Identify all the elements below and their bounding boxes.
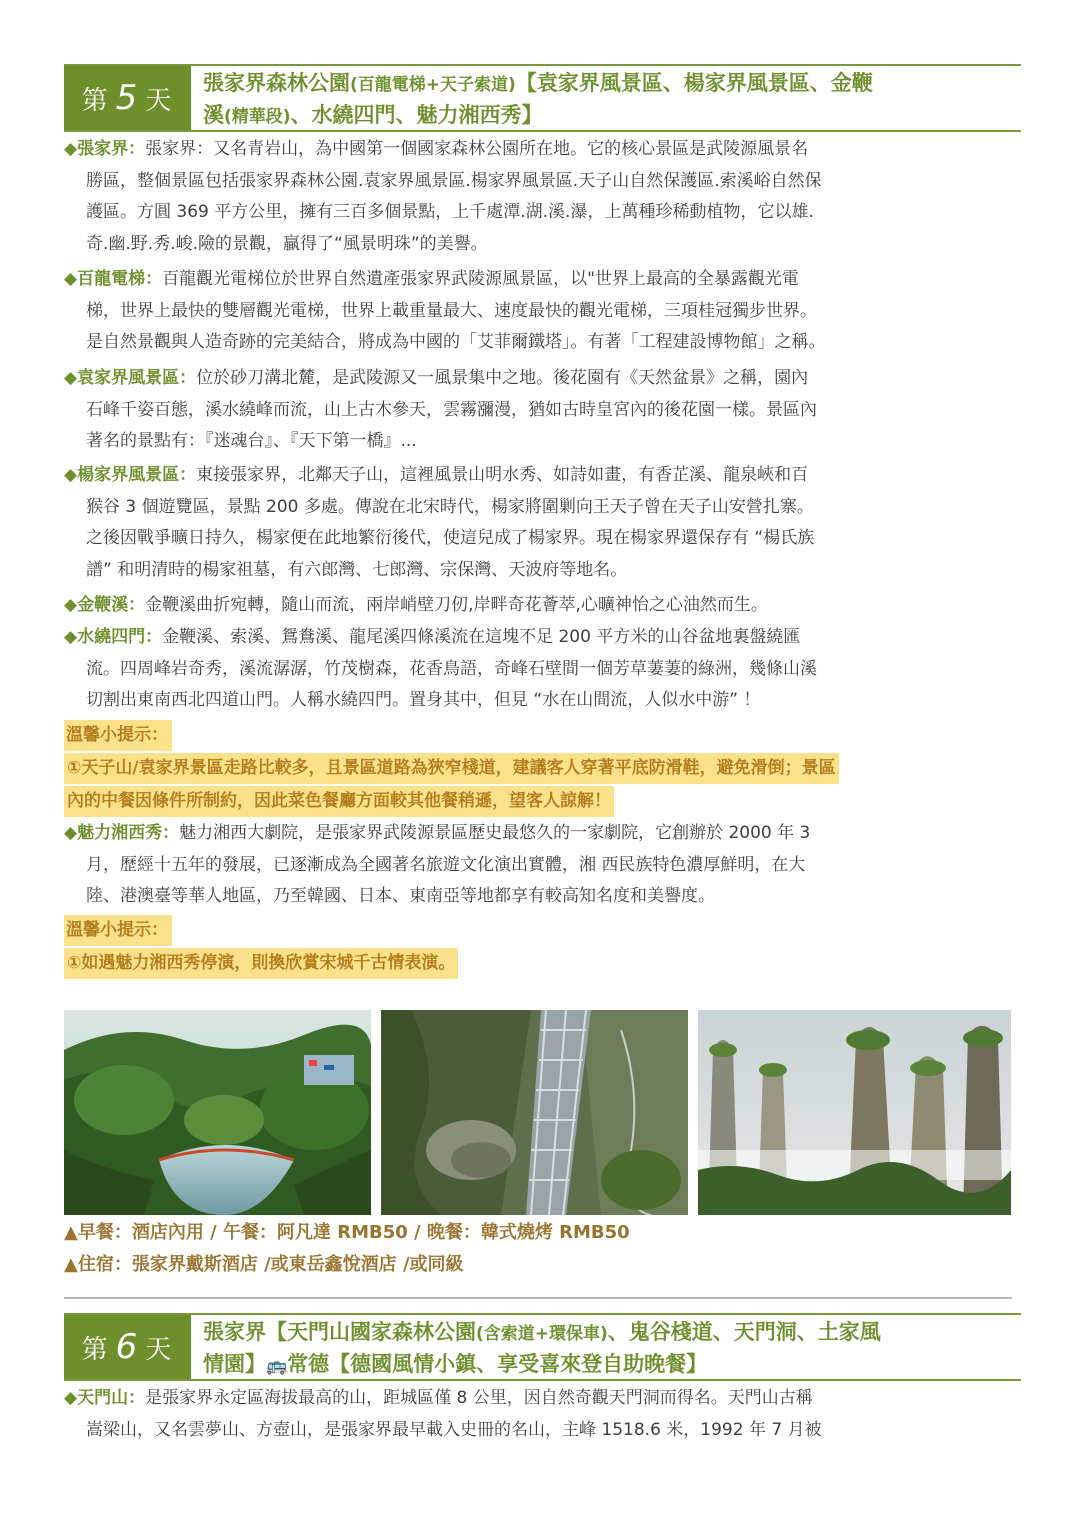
bus-icon: 🚌 bbox=[266, 1356, 288, 1376]
day6-title-b: (含索道+環保車) bbox=[476, 1324, 608, 1344]
section-line: 金鞭溪、索溪、鴛鴦溪、龍尾溪四條溪流在這塊不足 200 平方米的山谷盆地裏盤繞匯 bbox=[162, 627, 801, 647]
day5-title bbox=[191, 66, 1021, 130]
section-line: 東接張家界，北鄰天子山，這裡風景山明水秀、如詩如畫，有香芷溪、龍泉峽和百 bbox=[196, 465, 809, 485]
day6-title bbox=[191, 1315, 1021, 1379]
section-line: 奇.幽.野.秀.峻.險的景觀，贏得了“風景明珠”的美譽。 bbox=[86, 233, 488, 254]
meals-line: ▲早餐：酒店內用 / 午餐：阿凡達 RMB50 / 晚餐：韓式燒烤 RMB50 bbox=[64, 1222, 630, 1243]
section-bailong-elevator bbox=[64, 264, 1014, 359]
section-label: ◆天門山： bbox=[64, 1388, 146, 1408]
section-line: 勝區，整個景區包括張家界森林公園.袁家界風景區.楊家界風景區.天子山自然保護區.索溪峪自然保 bbox=[86, 170, 822, 191]
section-yuanjiajie bbox=[64, 363, 1014, 458]
day5-title-d: 溪 bbox=[203, 103, 224, 127]
hint2-line1: ①如遇魅力湘西秀停演，則換欣賞宋城千古情表演。 bbox=[64, 948, 458, 979]
section-line: 位於砂刀溝北麓，是武陵源又一風景集中之地。後花園有《天然盆景》之稱，園內 bbox=[196, 368, 809, 388]
day6-header bbox=[64, 1313, 1021, 1381]
section-line: 百龍觀光電梯位於世界自然遺產張家界武陵源風景區，以"世界上最高的全暴露觀光電 bbox=[162, 269, 799, 289]
section-line: 魅力湘西大劇院，是張家界武陵源景區歷史最悠久的一家劇院，它創辦於 2000 年 3 bbox=[179, 823, 811, 843]
day6-prefix: 第 bbox=[81, 1334, 110, 1365]
section-line: 陸、港澳臺等華人地區，乃至韓國、日本、東南亞等地都享有較高知名度和美譽度。 bbox=[86, 886, 715, 906]
day5-number: 5 bbox=[115, 78, 140, 118]
section-line: 譜” 和明清時的楊家祖墓，有六郎灣、七郎灣、宗保灣、天波府等地名。 bbox=[86, 559, 628, 580]
day6-title-c: 、鬼谷棧道、天門洞、土家風 bbox=[607, 1320, 881, 1344]
section-line: 著名的景點有：『迷魂台』、『天下第一橋』... bbox=[86, 431, 417, 451]
section-line: 護區。方圓 369 平方公里，擁有三百多個景點，上千處潭.湖.溪.瀑，上萬種珍稀動植物，它以雄. bbox=[86, 202, 814, 222]
section-line: 月，歷經十五年的發展，已逐漸成為全國著名旅遊文化演出實體，湘 西民族特色濃厚鮮明，在大 bbox=[86, 854, 806, 875]
section-line: 張家界：又名青岩山，為中國第一個國家森林公園所在地。它的核心景區是武陵源風景名 bbox=[145, 139, 809, 159]
day6-title-e: 常德【德國風情小鎮、享受喜來登自助晚餐】 bbox=[287, 1352, 708, 1376]
day6-title-a: 張家界【天門山國家森林公園 bbox=[203, 1320, 476, 1344]
section-west-hunan-show bbox=[64, 818, 1014, 913]
day5-title-f: 、水繞四門、魅力湘西秀】 bbox=[290, 103, 543, 127]
hint1-title: 溫馨小提示： bbox=[64, 720, 172, 751]
section-line: 嵩梁山，又名雲夢山、方壺山，是張家界最早載入史冊的名山，主峰 1518.6 米，1992 年 7 月被 bbox=[86, 1419, 822, 1440]
day6-suffix: 天 bbox=[145, 1334, 174, 1365]
section-line: 是張家界永定區海拔最高的山，距城區僅 8 公里，因自然奇觀天門洞而得名。天門山古稱 bbox=[145, 1388, 813, 1408]
day5-title-c: 【袁家界風景區、楊家界風景區、金鞭 bbox=[515, 71, 873, 95]
section-line: 是自然景觀與人造奇跡的完美結合，將成為中國的「艾菲爾鐵塔」。有著「工程建設博物館」之稱。 bbox=[86, 332, 826, 352]
section-golden-whip-stream bbox=[64, 590, 1014, 622]
day6-number: 6 bbox=[115, 1327, 140, 1367]
section-line: 切割出東南西北四道山門。人稱水繞四門。置身其中，但見 “水在山間流，人似水中游” ！ bbox=[86, 690, 761, 710]
day6-title-d: 情園】 bbox=[203, 1352, 266, 1376]
photo-bailong-elevator bbox=[381, 1010, 688, 1215]
section-label: ◆百龍電梯： bbox=[64, 269, 163, 289]
section-four-gates bbox=[64, 622, 1014, 717]
section-line: 猴谷 3 個遊覽區，景點 200 多處。傳說在北宋時代，楊家將圍剿向王天子曾在天子山安營扎寨。 bbox=[86, 496, 814, 517]
section-label: ◆張家界： bbox=[64, 139, 146, 159]
day5-badge bbox=[64, 66, 191, 130]
lodging-line: ▲住宿：張家界戴斯酒店 /或東岳鑫悅酒店 /或同級 bbox=[64, 1254, 464, 1275]
section-line: 梯，世界上最快的雙層觀光電梯，世界上載重量最大、速度最快的觀光電梯，三項桂冠獨步世界。 bbox=[86, 300, 817, 321]
photo-stone-peaks bbox=[698, 1010, 1011, 1215]
section-label: ◆金鞭溪： bbox=[64, 595, 146, 615]
section-line: 金鞭溪曲折宛轉，隨山而流，兩岸峭壁刀仞,岸畔奇花薈萃,心曠神怡之心油然而生。 bbox=[145, 595, 768, 615]
day5-title-a: 張家界森林公園 bbox=[203, 71, 350, 95]
day5-title-b: (百龍電梯+天子索道) bbox=[350, 75, 516, 95]
section-line: 石峰千姿百態，溪水繞峰而流，山上古木參天，雲霧瀰漫，猶如古時皇宮內的後花園一樣。景區內 bbox=[86, 399, 817, 420]
section-label: ◆楊家界風景區： bbox=[64, 465, 197, 485]
day6-badge bbox=[64, 1315, 191, 1379]
section-zhangjiajie bbox=[64, 134, 1014, 260]
hint2-title: 溫馨小提示： bbox=[64, 915, 172, 946]
hint1-line1: ①天子山/袁家界景區走路比較多，且景區道路為狹窄棧道，建議客人穿著平底防滑鞋，避免滑倒；景區 bbox=[64, 753, 839, 784]
day5-title-e: (精華段) bbox=[224, 107, 291, 127]
section-tianmen-mountain bbox=[64, 1383, 1014, 1446]
day5-header bbox=[64, 64, 1021, 132]
section-label: ◆水繞四門： bbox=[64, 627, 163, 647]
section-label: ◆袁家界風景區： bbox=[64, 368, 197, 388]
day5-prefix: 第 bbox=[81, 85, 110, 116]
section-yangjiajie bbox=[64, 460, 1014, 586]
day5-suffix: 天 bbox=[145, 85, 174, 116]
section-line: 之後因戰爭曠日持久，楊家便在此地繁衍後代，使這兒成了楊家界。現在楊家界還保存有 “楊氏族 bbox=[86, 528, 815, 548]
photo-cave-lake bbox=[64, 1010, 371, 1215]
section-line: 流。四周峰岩奇秀，溪流潺潺，竹茂樹森，花香鳥語，奇峰石壁間一個芳草萋萋的綠洲，幾條山溪 bbox=[86, 658, 817, 679]
section-divider bbox=[64, 1297, 1012, 1299]
section-label: ◆魅力湘西秀： bbox=[64, 823, 180, 843]
hint1-line2: 內的中餐因條件所制約，因此菜色餐廳方面較其他餐稍遜，望客人諒解！ bbox=[64, 786, 614, 817]
